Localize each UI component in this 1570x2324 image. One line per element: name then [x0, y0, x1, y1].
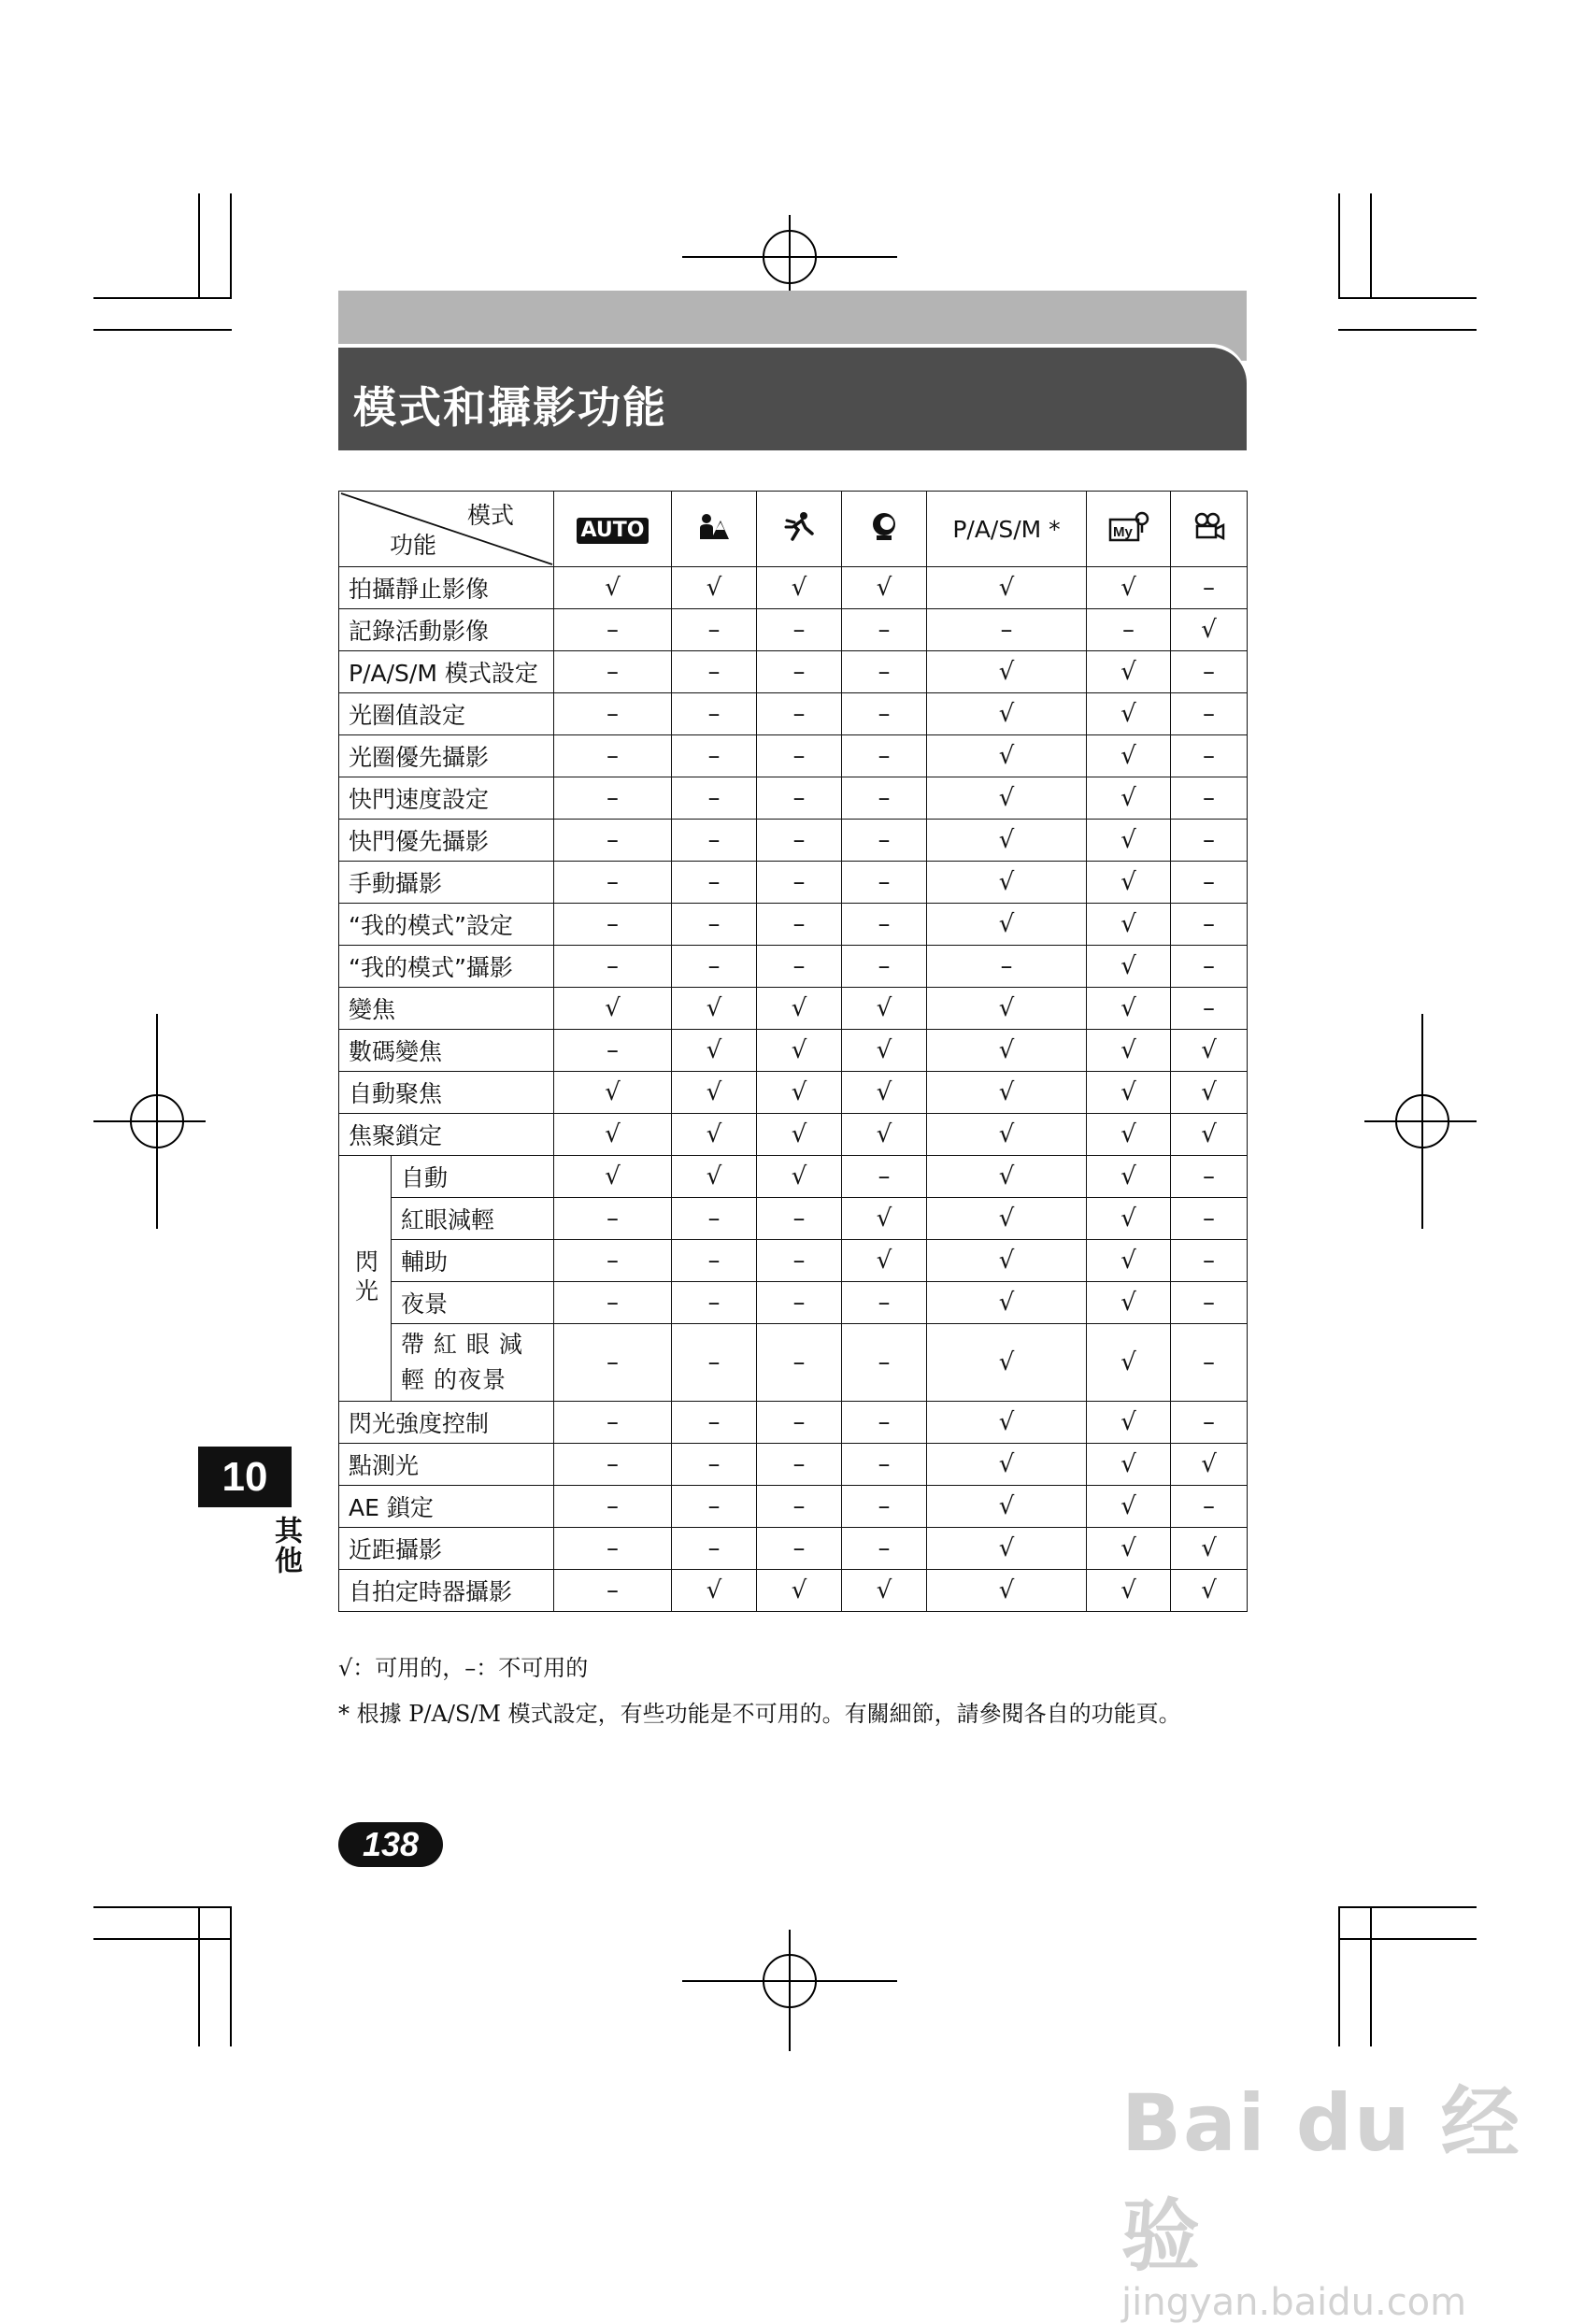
function-name: 近距攝影 [339, 1528, 554, 1570]
value-cell: √ [927, 1240, 1087, 1282]
function-name: 自動聚焦 [339, 1072, 554, 1114]
value-cell: √ [554, 1114, 672, 1156]
footnote: * 根據 P/A/S/M 模式設定，有些功能是不可用的。有關細節，請參閱各自的功能頁。 [338, 1701, 1181, 1727]
value-cell: √ [672, 1072, 757, 1114]
value-cell: √ [672, 567, 757, 609]
value-cell: – [757, 1402, 842, 1444]
registration-mark-left [93, 1014, 206, 1229]
value-cell: – [757, 1240, 842, 1282]
function-name: 變焦 [339, 988, 554, 1030]
value-cell: √ [757, 1156, 842, 1198]
value-cell: – [757, 1282, 842, 1324]
value-cell: √ [554, 988, 672, 1030]
value-cell: √ [1087, 1198, 1171, 1240]
value-cell: – [757, 904, 842, 946]
svg-text:My: My [1112, 524, 1133, 540]
value-cell: √ [927, 1528, 1087, 1570]
value-cell: – [1171, 988, 1248, 1030]
value-cell: – [1171, 1156, 1248, 1198]
function-name: 數碼變焦 [339, 1030, 554, 1072]
value-cell: √ [842, 1072, 927, 1114]
flash-group-label [339, 1156, 392, 1402]
registration-mark-top [682, 215, 897, 299]
value-cell: – [672, 1198, 757, 1240]
flash-function-name: 自動 [392, 1156, 554, 1198]
value-cell: √ [927, 735, 1087, 777]
value-cell: – [554, 862, 672, 904]
mode-header-mymode [1087, 492, 1171, 567]
value-cell: √ [927, 693, 1087, 735]
value-cell: √ [554, 1156, 672, 1198]
value-cell: – [842, 693, 927, 735]
mode-header-portrait [672, 492, 757, 567]
table-row [339, 735, 1248, 777]
value-cell: – [757, 820, 842, 862]
value-cell: √ [927, 1072, 1087, 1114]
value-cell: √ [1087, 862, 1171, 904]
value-cell: – [672, 693, 757, 735]
value-cell: √ [927, 988, 1087, 1030]
value-cell: – [842, 1444, 927, 1486]
value-cell: – [757, 777, 842, 820]
page-number: 138 [338, 1822, 443, 1867]
mode-header-night [842, 492, 927, 567]
value-cell: – [842, 651, 927, 693]
value-cell: – [672, 1240, 757, 1282]
value-cell: – [1171, 693, 1248, 735]
value-cell: √ [842, 1570, 927, 1612]
value-cell: √ [1087, 777, 1171, 820]
value-cell: – [554, 651, 672, 693]
table-row-flash [339, 1156, 1248, 1198]
function-name: 閃光強度控制 [339, 1402, 554, 1444]
value-cell: – [554, 777, 672, 820]
value-cell: √ [757, 1114, 842, 1156]
value-cell: √ [672, 1030, 757, 1072]
sport-icon [783, 511, 815, 541]
function-name: “我的模式”攝影 [339, 946, 554, 988]
function-name: 記錄活動影像 [339, 609, 554, 651]
value-cell: – [842, 862, 927, 904]
value-cell: √ [757, 567, 842, 609]
value-cell: – [672, 735, 757, 777]
mode-header-sport [757, 492, 842, 567]
value-cell: – [842, 1324, 927, 1402]
value-cell: – [672, 1444, 757, 1486]
value-cell: √ [842, 1198, 927, 1240]
value-cell: – [672, 862, 757, 904]
value-cell: – [757, 1528, 842, 1570]
table-row [339, 1528, 1248, 1570]
table-row [339, 651, 1248, 693]
value-cell: √ [1171, 1444, 1248, 1486]
value-cell: – [1171, 567, 1248, 609]
value-cell: √ [927, 862, 1087, 904]
mode-header-auto [554, 492, 672, 567]
table-row [339, 1114, 1248, 1156]
value-cell: – [842, 904, 927, 946]
value-cell: – [1171, 820, 1248, 862]
value-cell: √ [927, 1486, 1087, 1528]
table-row [339, 609, 1248, 651]
value-cell: – [842, 1528, 927, 1570]
value-cell: – [554, 1282, 672, 1324]
value-cell: √ [1087, 567, 1171, 609]
corner-header-cell [339, 492, 554, 567]
value-cell: √ [1087, 1030, 1171, 1072]
value-cell: √ [1171, 1030, 1248, 1072]
mode-function-table [338, 491, 1248, 1612]
value-cell: – [842, 820, 927, 862]
value-cell: √ [1087, 651, 1171, 693]
value-cell: – [554, 820, 672, 862]
value-cell: – [672, 904, 757, 946]
table-row [339, 1030, 1248, 1072]
value-cell: √ [927, 1114, 1087, 1156]
value-cell: √ [842, 1114, 927, 1156]
table-row [339, 988, 1248, 1030]
value-cell: – [1171, 1198, 1248, 1240]
value-cell: – [554, 693, 672, 735]
value-cell: – [672, 1282, 757, 1324]
value-cell: – [554, 1324, 672, 1402]
value-cell: – [672, 820, 757, 862]
table-row-flash [339, 1324, 1248, 1402]
value-cell: √ [842, 1240, 927, 1282]
value-cell: – [927, 609, 1087, 651]
value-cell: – [554, 1198, 672, 1240]
table-row [339, 1072, 1248, 1114]
value-cell: – [672, 1402, 757, 1444]
value-cell: √ [927, 904, 1087, 946]
portrait-landscape-icon [698, 511, 730, 541]
table-row-flash [339, 1198, 1248, 1240]
value-cell: √ [672, 1156, 757, 1198]
registration-mark-bottom [682, 1930, 897, 2051]
table-row [339, 904, 1248, 946]
value-cell: √ [1087, 820, 1171, 862]
value-cell: – [757, 609, 842, 651]
value-cell: √ [1171, 609, 1248, 651]
value-cell: – [554, 1528, 672, 1570]
flash-function-name: 夜景 [392, 1282, 554, 1324]
value-cell: – [1171, 1282, 1248, 1324]
function-name: 點測光 [339, 1444, 554, 1486]
value-cell: – [554, 1030, 672, 1072]
value-cell: – [554, 1570, 672, 1612]
value-cell: – [1171, 777, 1248, 820]
value-cell: – [554, 1402, 672, 1444]
my-mode-icon [1108, 510, 1149, 542]
mode-header-movie [1171, 492, 1248, 567]
table-row [339, 1486, 1248, 1528]
value-cell: – [554, 1444, 672, 1486]
table-row-flash [339, 1240, 1248, 1282]
value-cell: – [1171, 946, 1248, 988]
value-cell: √ [927, 1402, 1087, 1444]
table-row [339, 820, 1248, 862]
value-cell: √ [842, 567, 927, 609]
value-cell: √ [672, 988, 757, 1030]
value-cell: √ [927, 1282, 1087, 1324]
value-cell: √ [757, 1030, 842, 1072]
mode-header-pasm: P/A/S/M * [927, 492, 1087, 567]
value-cell: – [757, 1486, 842, 1528]
value-cell: √ [1087, 693, 1171, 735]
value-cell: – [757, 735, 842, 777]
legend-note: √：可用的，–：不可用的 [338, 1655, 589, 1681]
value-cell: – [1171, 1402, 1248, 1444]
flash-function-name: 紅眼減輕 [392, 1198, 554, 1240]
flash-group-text: 閃光 [351, 1249, 379, 1307]
value-cell: √ [927, 1444, 1087, 1486]
function-name: 自拍定時器攝影 [339, 1570, 554, 1612]
value-cell: √ [1087, 946, 1171, 988]
value-cell: √ [1087, 1114, 1171, 1156]
flash-function-name: 帶 紅 眼 減 輕 的夜景 [392, 1324, 554, 1402]
night-portrait-icon [869, 511, 899, 541]
value-cell: √ [1087, 1156, 1171, 1198]
value-cell: – [757, 1444, 842, 1486]
value-cell: – [842, 1402, 927, 1444]
value-cell: – [1171, 735, 1248, 777]
value-cell: – [554, 904, 672, 946]
value-cell: √ [1087, 1282, 1171, 1324]
value-cell: – [1171, 1486, 1248, 1528]
value-cell: – [757, 651, 842, 693]
value-cell: – [554, 609, 672, 651]
value-cell: – [672, 946, 757, 988]
value-cell: √ [927, 820, 1087, 862]
function-name: “我的模式”設定 [339, 904, 554, 946]
value-cell: √ [554, 567, 672, 609]
value-cell: – [554, 1486, 672, 1528]
table-row [339, 1444, 1248, 1486]
value-cell: – [842, 946, 927, 988]
function-name: 光圈值設定 [339, 693, 554, 735]
table-row [339, 1402, 1248, 1444]
value-cell: – [842, 735, 927, 777]
value-cell: √ [1087, 988, 1171, 1030]
function-name: 手動攝影 [339, 862, 554, 904]
value-cell: √ [1087, 904, 1171, 946]
value-cell: – [1171, 651, 1248, 693]
value-cell: √ [842, 988, 927, 1030]
function-name: 焦聚鎖定 [339, 1114, 554, 1156]
value-cell: – [757, 946, 842, 988]
function-label: 功能 [390, 532, 437, 559]
value-cell: – [842, 1486, 927, 1528]
corner-diagonal [339, 492, 554, 566]
value-cell: √ [927, 777, 1087, 820]
table-header-row [339, 492, 1248, 567]
movie-icon [1193, 512, 1225, 540]
page-title: 模式和攝影功能 [353, 382, 667, 433]
value-cell: √ [1171, 1570, 1248, 1612]
table-row [339, 1570, 1248, 1612]
value-cell: – [672, 651, 757, 693]
table-row [339, 862, 1248, 904]
flash-function-name: 輔助 [392, 1240, 554, 1282]
value-cell: √ [1087, 1072, 1171, 1114]
value-cell: – [672, 1324, 757, 1402]
value-cell: √ [1087, 1240, 1171, 1282]
value-cell: √ [757, 1072, 842, 1114]
value-cell: √ [927, 1198, 1087, 1240]
table-row [339, 693, 1248, 735]
value-cell: √ [1087, 1402, 1171, 1444]
value-cell: √ [927, 1570, 1087, 1612]
chapter-label: 其他 [269, 1516, 302, 1575]
value-cell: √ [1171, 1072, 1248, 1114]
value-cell: √ [757, 1570, 842, 1612]
value-cell: – [554, 735, 672, 777]
value-cell: – [757, 1324, 842, 1402]
value-cell: √ [842, 1030, 927, 1072]
value-cell: √ [927, 1030, 1087, 1072]
value-cell: – [672, 609, 757, 651]
value-cell: – [672, 1486, 757, 1528]
value-cell: – [1171, 862, 1248, 904]
value-cell: – [757, 862, 842, 904]
value-cell: – [672, 1528, 757, 1570]
value-cell: – [757, 1198, 842, 1240]
value-cell: – [842, 609, 927, 651]
value-cell: √ [1087, 1570, 1171, 1612]
value-cell: √ [1171, 1114, 1248, 1156]
watermark-line2: jingyan.baidu.com [1121, 2281, 1467, 2324]
registration-mark-right [1364, 1014, 1477, 1229]
value-cell: – [842, 1156, 927, 1198]
table-row [339, 946, 1248, 988]
value-cell: √ [554, 1072, 672, 1114]
value-cell: – [1171, 904, 1248, 946]
value-cell: √ [1087, 1444, 1171, 1486]
value-cell: – [1171, 1240, 1248, 1282]
value-cell: √ [927, 1156, 1087, 1198]
function-name: 拍攝靜止影像 [339, 567, 554, 609]
value-cell: √ [927, 567, 1087, 609]
function-name: 光圈優先攝影 [339, 735, 554, 777]
baidu-watermark [1121, 2060, 1570, 2324]
watermark-line1: Bai du 经验 [1121, 2077, 1521, 2282]
function-name: 快門優先攝影 [339, 820, 554, 862]
value-cell: √ [672, 1570, 757, 1612]
table-row-flash [339, 1282, 1248, 1324]
function-name: P/A/S/M 模式設定 [339, 651, 554, 693]
value-cell: – [554, 1240, 672, 1282]
value-cell: – [672, 777, 757, 820]
value-cell: √ [927, 651, 1087, 693]
value-cell: – [757, 693, 842, 735]
function-name: 快門速度設定 [339, 777, 554, 820]
value-cell: √ [1087, 735, 1171, 777]
value-cell: √ [1087, 1324, 1171, 1402]
table-row [339, 777, 1248, 820]
function-name: AE 鎖定 [339, 1486, 554, 1528]
value-cell: √ [927, 1324, 1087, 1402]
value-cell: √ [1171, 1528, 1248, 1570]
table-row [339, 567, 1248, 609]
value-cell: – [1087, 609, 1171, 651]
mode-label: 模式 [466, 502, 514, 529]
value-cell: √ [672, 1114, 757, 1156]
value-cell: – [1171, 1324, 1248, 1402]
auto-mode-icon: AUTO [577, 518, 649, 544]
value-cell: – [554, 946, 672, 988]
value-cell: – [927, 946, 1087, 988]
chapter-number: 10 [198, 1447, 292, 1507]
value-cell: – [842, 777, 927, 820]
value-cell: √ [757, 988, 842, 1030]
value-cell: – [842, 1282, 927, 1324]
value-cell: √ [1087, 1528, 1171, 1570]
value-cell: √ [1087, 1486, 1171, 1528]
